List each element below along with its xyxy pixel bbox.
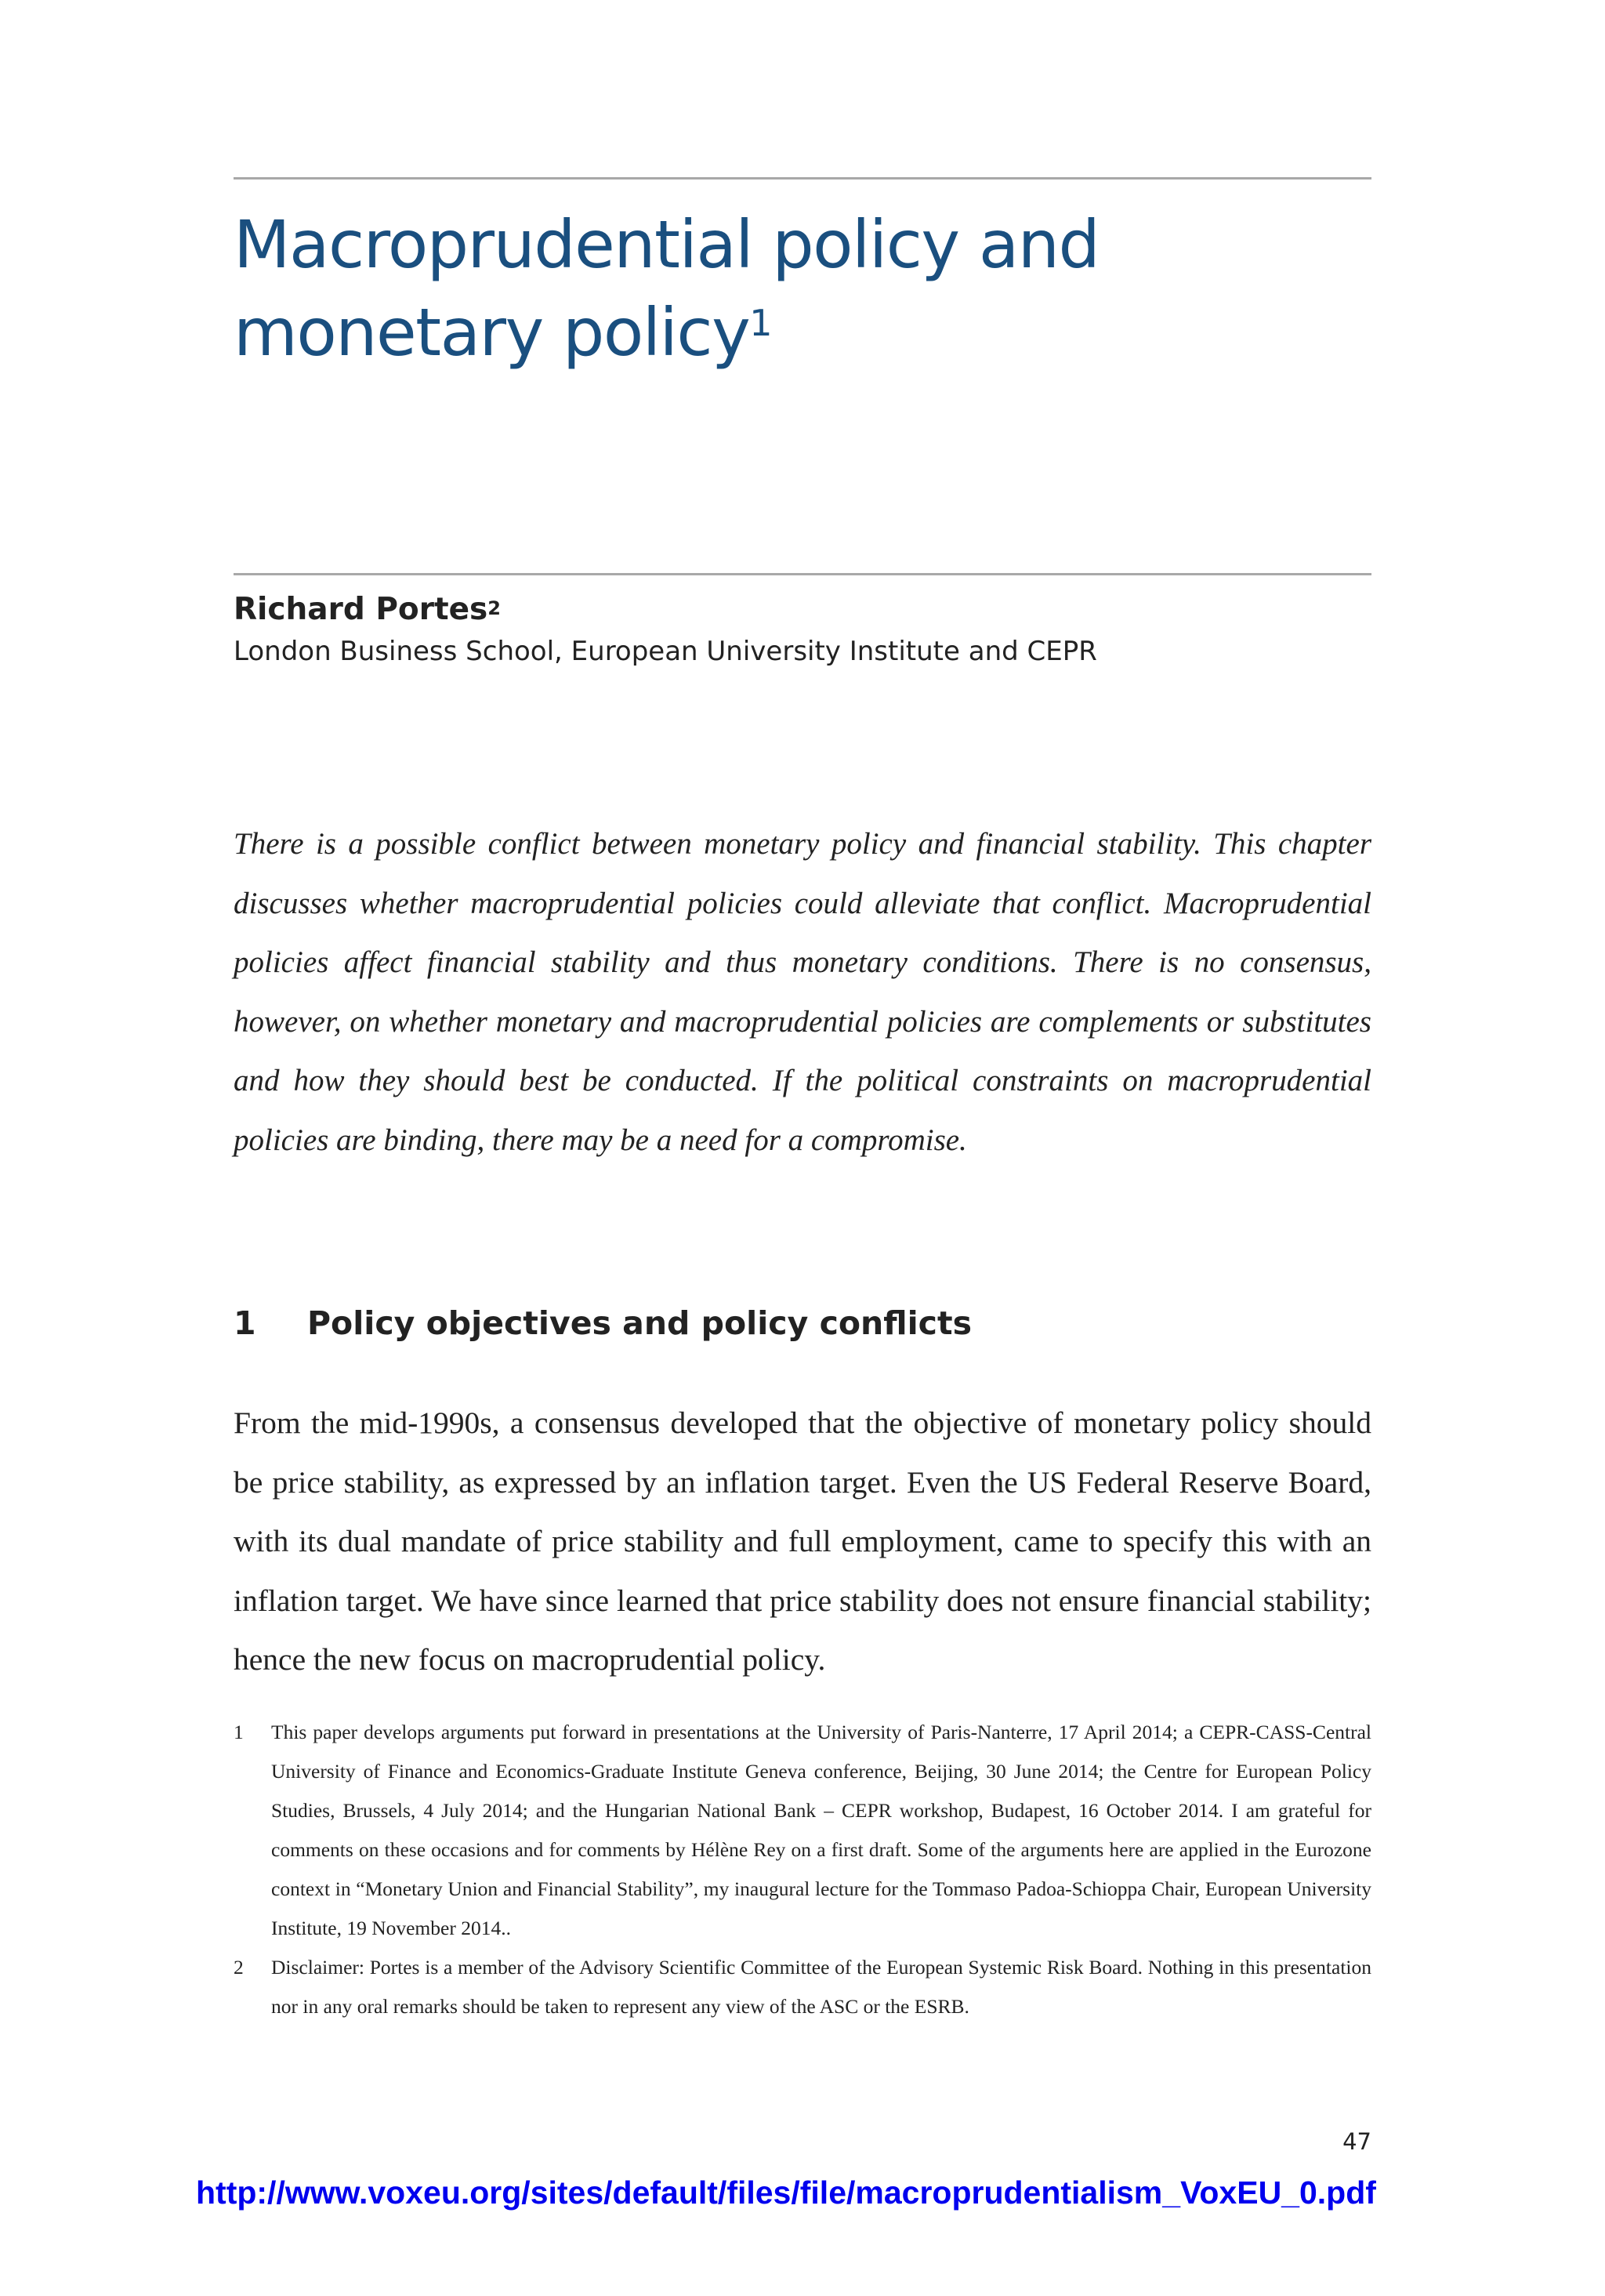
section-heading xyxy=(234,1297,972,1349)
chapter-title xyxy=(234,201,1371,376)
footnote-text: Disclaimer: Portes is a member of the Advisory Scientific Committee of the European Systemic Risk Board. Nothing in this presentation nor in any oral remarks should be taken to represent any view of the ASC or the ESRB. xyxy=(271,1956,1371,2018)
title-footnote-marker[interactable]: 1 xyxy=(749,302,772,344)
page-number: 47 xyxy=(1342,2128,1371,2155)
footnote-number: 2 xyxy=(234,1956,244,1979)
author-name-text: Richard Portes xyxy=(234,592,488,627)
chapter-title-line-2: monetary policy xyxy=(234,294,750,371)
footnotes xyxy=(234,1713,1371,2026)
abstract: There is a possible conflict between monetary policy and financial stability. This chapter discusses whether macroprudential policies could alleviate that conflict. Macroprudential policies affect financial stability and thus monetary conditions. There is no consensus, however, on whether monetary and macroprudential policies are complements or substitutes and how they should best be conducted. If the political constraints on macroprudential policies are binding, there may be a need for a compromise. xyxy=(234,827,1371,1157)
footnote-text: This paper develops arguments put forward in presentations at the University of Paris-Nanterre, 17 April 2014; a CEPR-CASS-Central University of Finance and Economics-Graduate Institute Geneva conference, Beijing, 30 June 2014; the Centre for European Policy Studies, Brussels, 4 July 2014; and the Hungarian National Bank – CEPR workshop, Budapest, 16 October 2014. I am grateful for comments on these occasions and for comments by Hélène Rey on a first draft. Some of the arguments here are applied in the Eurozone context in “Monetary Union and Financial Stability”, my inaugural lecture for the Tommaso Padoa-Schioppa Chair, European University Institute, 19 November 2014.. xyxy=(271,1721,1371,1939)
author-footnote-marker[interactable]: 2 xyxy=(487,597,501,619)
source-url-link[interactable]: http://www.voxeu.org/sites/default/files/file/macroprudentialism_VoxEU_0.pdf xyxy=(196,2174,1376,2211)
top-divider xyxy=(234,177,1371,180)
section-title: Policy objectives and policy conflicts xyxy=(307,1304,972,1342)
author-name xyxy=(234,586,501,633)
section-number: 1 xyxy=(234,1304,256,1342)
author-affiliation: London Business School, European University Institute and CEPR xyxy=(234,636,1097,667)
footnote-1 xyxy=(234,1713,1371,1948)
footnote-2 xyxy=(234,1948,1371,2026)
chapter-title-line-1: Macroprudential policy and xyxy=(234,206,1100,283)
section-paragraph: From the mid-1990s, a consensus developed that the objective of monetary policy should be price stability, as expressed by an inflation target. Even the US Federal Reserve Board, with its dual mandate of price stability and full employment, came to specify this with an inflation target. We have since learned that price stability does not ensure financial stability; hence the new focus on macroprudential policy. xyxy=(234,1406,1372,1677)
footnote-number: 1 xyxy=(234,1721,244,1743)
author-divider xyxy=(234,573,1371,575)
